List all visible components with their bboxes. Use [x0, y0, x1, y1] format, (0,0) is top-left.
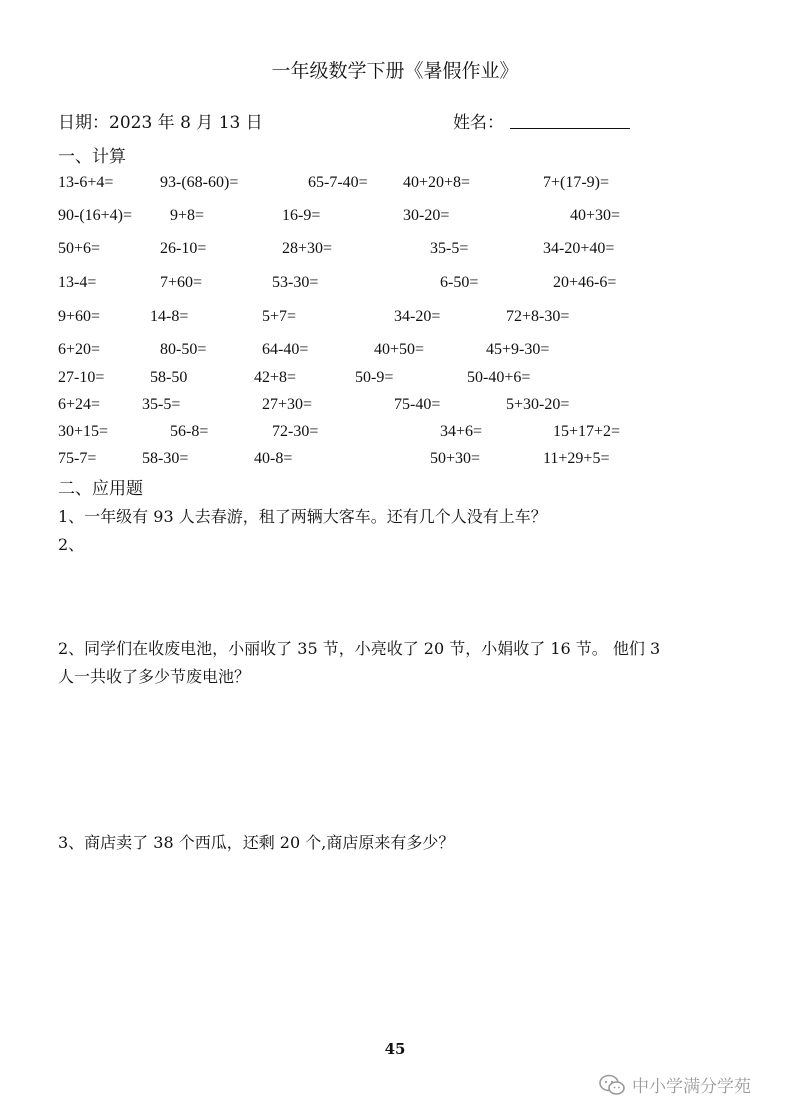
- question-1: 1、一年级有 93 人去春游，租了两辆大客车。还有几个人没有上车？: [58, 507, 547, 526]
- calc-item: 16-9=: [282, 207, 321, 224]
- calc-item: 40+30=: [570, 207, 621, 224]
- question-2-line-2: 人一共收了多少节废电池？: [58, 667, 251, 686]
- calc-item: 28+30=: [282, 240, 333, 257]
- calc-item: 13-4=: [58, 274, 97, 291]
- watermark: [598, 1072, 751, 1097]
- calc-item: 34-20+40=: [543, 240, 615, 257]
- calc-item: 9+8=: [170, 207, 205, 224]
- calc-item: 72+8-30=: [506, 308, 570, 325]
- calc-item: 26-10=: [160, 240, 207, 257]
- calc-item: 30+15=: [58, 423, 109, 440]
- calc-item: 34-20=: [394, 308, 441, 325]
- question-2-line-1: 2、同学们在收废电池，小丽收了 35 节，小亮收了 20 节，小娟收了 16 节。 他们 3: [58, 639, 661, 658]
- calc-item: 75-40=: [394, 396, 441, 413]
- calc-item: 40+20+8=: [403, 174, 471, 191]
- calc-item: 15+17+2=: [553, 423, 621, 440]
- name-blank-line[interactable]: [510, 128, 630, 129]
- calc-item: 6+20=: [58, 341, 101, 358]
- date-label: 日期：2023 年 8 月 13 日: [58, 113, 263, 133]
- calc-item: 13-6+4=: [58, 174, 114, 191]
- calc-item: 6-50=: [440, 274, 479, 291]
- calc-item: 58-50: [150, 369, 188, 386]
- page-number: 45: [384, 1040, 406, 1058]
- calc-item: 50+30=: [430, 450, 481, 467]
- calc-item: 50+6=: [58, 240, 101, 257]
- calc-item: 90-(16+4)=: [58, 207, 133, 224]
- calc-item: 5+30-20=: [506, 396, 570, 413]
- calc-item: 20+46-6=: [553, 274, 617, 291]
- calc-item: 58-30=: [142, 450, 189, 467]
- wechat-icon: [598, 1074, 626, 1096]
- calc-item: 11+29+5=: [543, 450, 610, 467]
- calc-item: 93-(68-60)=: [160, 174, 239, 191]
- calc-item: 42+8=: [254, 369, 297, 386]
- section-2-title: 二、应用题: [58, 479, 143, 499]
- calc-item: 27+30=: [262, 396, 313, 413]
- calc-item: 45+9-30=: [486, 341, 550, 358]
- question-3: 3、商店卖了 38 个西瓜，还剩 20 个,商店原来有多少？: [58, 833, 455, 852]
- calc-item: 72-30=: [272, 423, 319, 440]
- calc-item: 80-50=: [160, 341, 207, 358]
- section-1-title: 一、计算: [58, 147, 126, 167]
- calc-item: 50-40+6=: [467, 369, 531, 386]
- calc-item: 30-20=: [403, 207, 450, 224]
- calc-item: 35-5=: [430, 240, 469, 257]
- calc-item: 75-7=: [58, 450, 97, 467]
- calc-item: 35-5=: [142, 396, 181, 413]
- calc-item: 53-30=: [272, 274, 319, 291]
- calc-item: 40-8=: [254, 450, 293, 467]
- calc-item: 7+(17-9)=: [543, 174, 610, 191]
- question-1-sub: 2、: [58, 535, 85, 554]
- calc-item: 7+60=: [160, 274, 203, 291]
- calc-item: 56-8=: [170, 423, 209, 440]
- calc-item: 64-40=: [262, 341, 309, 358]
- watermark-text: 中小学满分学苑: [632, 1077, 751, 1097]
- calc-item: 34+6=: [440, 423, 483, 440]
- calc-item: 14-8=: [150, 308, 189, 325]
- calc-item: 5+7=: [262, 308, 297, 325]
- calc-item: 40+50=: [374, 341, 425, 358]
- name-label: 姓名：: [453, 113, 504, 133]
- calc-item: 27-10=: [58, 369, 105, 386]
- calc-item: 6+24=: [58, 396, 101, 413]
- calc-item: 50-9=: [355, 369, 394, 386]
- page-title: 一年级数学下册《暑假作业》: [271, 60, 519, 82]
- calc-item: 65-7-40=: [308, 174, 368, 191]
- calc-item: 9+60=: [58, 308, 101, 325]
